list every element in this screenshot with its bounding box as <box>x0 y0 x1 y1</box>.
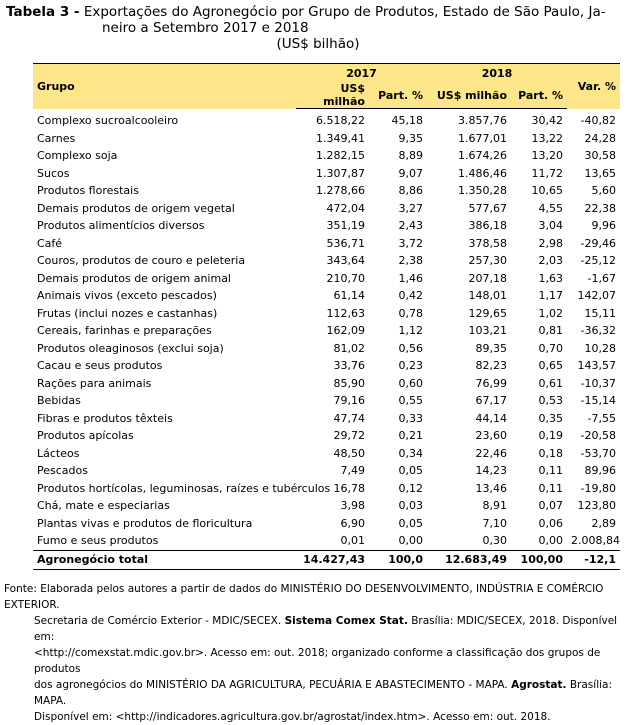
cell-var: 2,89 <box>591 516 616 530</box>
cell-part2018: 0,18 <box>538 446 563 460</box>
table-row <box>33 182 620 200</box>
cell-usd2018: 129,65 <box>468 306 507 320</box>
cell-usd2018: 14,23 <box>475 464 507 478</box>
table-row <box>33 109 620 130</box>
col-header-usd-2018: US$ milhão <box>427 82 511 109</box>
cell-var: -10,37 <box>580 376 616 390</box>
cell-usd2018: 3.857,76 <box>458 114 507 128</box>
table-row <box>33 200 620 218</box>
cell-usd2018: 0,30 <box>482 534 507 548</box>
cell-part2017: 9,07 <box>398 166 423 180</box>
table-label: Tabela 3 - <box>6 4 80 20</box>
table-title <box>6 4 630 52</box>
cell-var: -20,58 <box>580 429 616 443</box>
cell-var: -29,46 <box>580 236 616 250</box>
cell-part2018: 0,11 <box>538 481 563 495</box>
cell-var: -25,12 <box>580 254 616 268</box>
cell-grupo: Produtos apícolas <box>37 429 134 443</box>
cell-usd2017: 48,50 <box>333 446 365 460</box>
cell-part2018: 0,53 <box>538 394 563 408</box>
exports-table <box>33 63 620 570</box>
total-usd-2017: 14.427,43 <box>296 550 369 569</box>
title-line-2: neiro a Setembro 2017 e 2018 <box>102 20 309 36</box>
cell-grupo: Demais produtos de origem animal <box>37 271 231 285</box>
cell-var: 22,38 <box>584 201 616 215</box>
cell-part2017: 0,42 <box>398 289 423 303</box>
table-row <box>33 515 620 533</box>
cell-part2018: 13,20 <box>531 149 563 163</box>
cell-usd2018: 1.677,01 <box>458 131 507 145</box>
cell-var: 123,80 <box>577 499 616 513</box>
cell-var: -36,32 <box>580 324 616 338</box>
cell-usd2017: 0,01 <box>340 534 365 548</box>
table-row <box>33 445 620 463</box>
cell-part2018: 2,03 <box>538 254 563 268</box>
cell-var: -19,80 <box>580 481 616 495</box>
cell-usd2017: 7,49 <box>340 464 365 478</box>
col-header-2017: 2017 <box>296 64 427 83</box>
cell-grupo: Complexo soja <box>37 149 118 163</box>
col-header-part-2017: Part. % <box>369 82 427 109</box>
cell-grupo: Sucos <box>37 166 70 180</box>
cell-part2017: 0,12 <box>398 481 423 495</box>
cell-usd2018: 22,46 <box>475 446 507 460</box>
table-row <box>33 532 620 550</box>
table-row <box>33 270 620 288</box>
cell-part2017: 0,33 <box>398 411 423 425</box>
cell-grupo: Frutas (inclui nozes e castanhas) <box>37 306 218 320</box>
cell-part2018: 0,61 <box>538 376 563 390</box>
table-header <box>33 64 620 109</box>
cell-part2017: 0,34 <box>398 446 423 460</box>
table-row <box>33 305 620 323</box>
cell-usd2017: 472,04 <box>326 201 365 215</box>
cell-usd2018: 13,46 <box>475 481 507 495</box>
cell-usd2017: 6.518,22 <box>316 114 365 128</box>
cell-usd2018: 1.674,26 <box>458 149 507 163</box>
table-row <box>33 357 620 375</box>
col-header-part-2018: Part. % <box>511 82 567 109</box>
cell-var: 10,28 <box>584 341 616 355</box>
cell-part2017: 0,60 <box>398 376 423 390</box>
table-row <box>33 410 620 428</box>
table-row <box>33 235 620 253</box>
cell-part2018: 2,98 <box>538 236 563 250</box>
table-row <box>33 497 620 515</box>
cell-part2017: 0,00 <box>398 534 423 548</box>
cell-usd2017: 3,98 <box>340 499 365 513</box>
cell-var: 9,96 <box>591 219 616 233</box>
cell-grupo: Cacau e seus produtos <box>37 359 163 373</box>
cell-var: 5,60 <box>591 184 616 198</box>
cell-grupo: Plantas vivas e produtos de floricultura <box>37 516 253 530</box>
cell-part2018: 0,19 <box>538 429 563 443</box>
cell-grupo: Café <box>37 236 63 250</box>
total-part-2018: 100,00 <box>511 550 567 569</box>
cell-usd2018: 148,01 <box>468 289 507 303</box>
cell-usd2017: 6,90 <box>340 516 365 530</box>
cell-part2017: 0,56 <box>398 341 423 355</box>
table-row <box>33 287 620 305</box>
cell-var: 15,11 <box>584 306 616 320</box>
cell-grupo: Carnes <box>37 131 76 145</box>
cell-usd2017: 210,70 <box>326 271 365 285</box>
total-part-2017: 100,0 <box>369 550 427 569</box>
table-row <box>33 392 620 410</box>
total-usd-2018: 12.683,49 <box>427 550 511 569</box>
cell-grupo: Rações para animais <box>37 376 152 390</box>
cell-usd2018: 103,21 <box>468 324 507 338</box>
source-text: Brasília: MAPA. <box>34 679 613 707</box>
cell-part2018: 13,22 <box>531 131 563 145</box>
table-row <box>33 340 620 358</box>
cell-part2017: 3,72 <box>398 236 423 250</box>
cell-usd2018: 76,99 <box>475 376 507 390</box>
table-row <box>33 462 620 480</box>
cell-grupo: Pescados <box>37 464 88 478</box>
cell-part2017: 8,86 <box>398 184 423 198</box>
col-header-2018: 2018 <box>427 64 567 83</box>
source-line-5: Disponível em: <http://indicadores.agricultura.gov.br/agrostat/index.htm>. Acesso em: out. 2018. <box>34 711 551 723</box>
cell-usd2018: 67,17 <box>475 394 507 408</box>
cell-part2018: 0,11 <box>538 464 563 478</box>
source-text: Secretaria de Comércio Exterior - MDIC/SECEX. <box>34 615 285 627</box>
cell-var: 89,96 <box>584 464 616 478</box>
cell-var: -53,70 <box>580 446 616 460</box>
cell-part2018: 1,02 <box>538 306 563 320</box>
cell-part2017: 45,18 <box>391 114 423 128</box>
cell-usd2018: 82,23 <box>475 359 507 373</box>
cell-part2017: 0,05 <box>398 516 423 530</box>
cell-part2017: 1,12 <box>398 324 423 338</box>
total-row <box>33 550 620 569</box>
cell-var: 30,58 <box>584 149 616 163</box>
cell-grupo: Produtos florestais <box>37 184 139 198</box>
cell-usd2018: 89,35 <box>475 341 507 355</box>
cell-usd2018: 1.486,46 <box>458 166 507 180</box>
title-unit: (US$ bilhão) <box>276 36 360 52</box>
cell-part2018: 1,17 <box>538 289 563 303</box>
cell-usd2017: 1.278,66 <box>316 184 365 198</box>
cell-usd2017: 1.307,87 <box>316 166 365 180</box>
table-row <box>33 480 620 498</box>
cell-usd2017: 16,78 <box>333 481 365 495</box>
cell-part2017: 0,55 <box>398 394 423 408</box>
table-row <box>33 217 620 235</box>
cell-usd2017: 343,64 <box>326 254 365 268</box>
cell-usd2017: 162,09 <box>326 324 365 338</box>
cell-var: 142,07 <box>577 289 616 303</box>
cell-var: 24,28 <box>584 131 616 145</box>
cell-usd2017: 79,16 <box>333 394 365 408</box>
source-line-3: <http://comexstat.mdic.gov.br>. Acesso em: out. 2018; organizado conforme a classificação dos grupos de produtos <box>34 647 601 675</box>
source-text: Brasília: MDIC/SECEX, 2018. Disponível em: <box>34 615 618 643</box>
cell-part2018: 3,04 <box>538 219 563 233</box>
table-row <box>33 252 620 270</box>
cell-grupo: Fibras e produtos têxteis <box>37 411 173 425</box>
cell-part2017: 9,35 <box>398 131 423 145</box>
cell-usd2018: 44,14 <box>475 411 507 425</box>
cell-part2017: 0,23 <box>398 359 423 373</box>
source-line-4 <box>4 677 628 709</box>
cell-grupo: Lácteos <box>37 446 80 460</box>
cell-usd2018: 378,58 <box>468 236 507 250</box>
col-header-usd-2017: US$ milhão <box>296 82 369 109</box>
cell-usd2017: 1.282,15 <box>316 149 365 163</box>
cell-usd2017: 61,14 <box>333 289 365 303</box>
cell-part2017: 8,89 <box>398 149 423 163</box>
cell-part2017: 0,03 <box>398 499 423 513</box>
title-line-1 <box>6 4 630 20</box>
col-header-var: Var. % <box>567 64 620 109</box>
cell-usd2017: 81,02 <box>333 341 365 355</box>
cell-usd2017: 1.349,41 <box>316 131 365 145</box>
cell-grupo: Animais vivos (exceto pescados) <box>37 289 217 303</box>
source-line-1: Fonte: Elaborada pelos autores a partir de dados do MINISTÉRIO DO DESENVOLVIMENTO, INDÚSTRIA E COMÉRCIO EXTERIOR. <box>4 583 604 611</box>
cell-part2018: 0,70 <box>538 341 563 355</box>
cell-grupo: Couros, produtos de couro e peleteria <box>37 254 246 268</box>
cell-grupo: Cereais, farinhas e preparações <box>37 324 212 338</box>
cell-grupo: Produtos hortícolas, leguminosas, raízes e tubérculos <box>37 481 331 495</box>
cell-grupo: Bebidas <box>37 394 81 408</box>
cell-grupo: Produtos oleaginosos (exclui soja) <box>37 341 224 355</box>
cell-usd2018: 7,10 <box>482 516 507 530</box>
total-var: -12,1 <box>567 550 620 569</box>
table-row <box>33 322 620 340</box>
cell-part2017: 2,43 <box>398 219 423 233</box>
cell-var: 2.008,84 <box>571 534 620 548</box>
table-row <box>33 427 620 445</box>
source-text: dos agronegócios do MINISTÉRIO DA AGRICULTURA, PECUÁRIA E ABASTECIMENTO - MAPA. <box>34 679 512 691</box>
cell-grupo: Fumo e seus produtos <box>37 534 159 548</box>
cell-part2017: 2,38 <box>398 254 423 268</box>
table-row <box>33 130 620 148</box>
cell-grupo: Complexo sucroalcooleiro <box>37 114 179 127</box>
cell-part2018: 1,63 <box>538 271 563 285</box>
cell-usd2018: 577,67 <box>468 201 507 215</box>
cell-var: -15,14 <box>580 394 616 408</box>
cell-grupo: Chá, mate e especiarias <box>37 499 170 513</box>
cell-part2018: 0,35 <box>538 411 563 425</box>
cell-grupo: Produtos alimentícios diversos <box>37 219 205 233</box>
cell-usd2018: 257,30 <box>468 254 507 268</box>
cell-usd2017: 47,74 <box>333 411 365 425</box>
cell-usd2017: 351,19 <box>326 219 365 233</box>
cell-var: 143,57 <box>577 359 616 373</box>
source-note <box>4 581 628 725</box>
cell-part2018: 0,06 <box>538 516 563 530</box>
cell-part2018: 4,55 <box>538 201 563 215</box>
title-text-1: Exportações do Agronegócio por Grupo de Produtos, Estado de São Paulo, Ja- <box>83 4 606 20</box>
cell-part2018: 11,72 <box>531 166 563 180</box>
cell-usd2017: 112,63 <box>326 306 365 320</box>
cell-usd2017: 29,72 <box>333 429 365 443</box>
cell-var: -40,82 <box>580 114 616 127</box>
cell-usd2018: 1.350,28 <box>458 184 507 198</box>
cell-part2018: 30,42 <box>531 114 563 128</box>
cell-var: 13,65 <box>584 166 616 180</box>
cell-usd2018: 386,18 <box>468 219 507 233</box>
table-row <box>33 147 620 165</box>
table-row <box>33 165 620 183</box>
cell-var: -1,67 <box>587 271 616 285</box>
cell-part2017: 0,05 <box>398 464 423 478</box>
cell-grupo: Demais produtos de origem vegetal <box>37 201 235 215</box>
table-body <box>33 109 620 551</box>
cell-part2017: 0,78 <box>398 306 423 320</box>
cell-part2018: 0,81 <box>538 324 563 338</box>
cell-usd2018: 8,91 <box>482 499 507 513</box>
cell-usd2017: 536,71 <box>326 236 365 250</box>
cell-part2018: 0,65 <box>538 359 563 373</box>
source-title-comex: Sistema Comex Stat. <box>284 615 408 627</box>
cell-part2018: 0,00 <box>538 534 563 548</box>
total-label: Agronegócio total <box>33 550 296 569</box>
col-header-grupo: Grupo <box>33 64 296 109</box>
source-line-2 <box>4 613 628 645</box>
cell-usd2017: 85,90 <box>333 376 365 390</box>
source-title-agrostat: Agrostat. <box>511 679 567 691</box>
cell-usd2018: 207,18 <box>468 271 507 285</box>
cell-part2018: 0,07 <box>538 499 563 513</box>
table-total <box>33 550 620 569</box>
cell-usd2017: 33,76 <box>333 359 365 373</box>
cell-part2018: 10,65 <box>531 184 563 198</box>
table-row <box>33 375 620 393</box>
cell-part2017: 3,27 <box>398 201 423 215</box>
cell-usd2018: 23,60 <box>475 429 507 443</box>
cell-part2017: 0,21 <box>398 429 423 443</box>
cell-var: -7,55 <box>587 411 616 425</box>
cell-part2017: 1,46 <box>398 271 423 285</box>
